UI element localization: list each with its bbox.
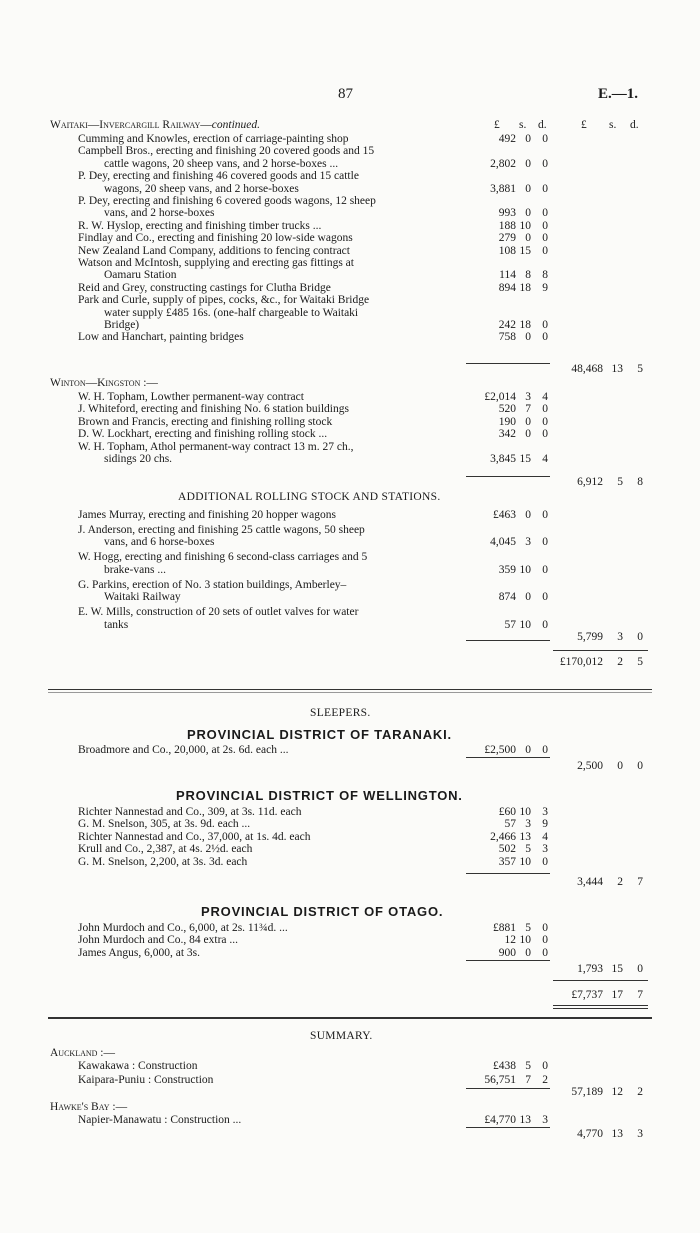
rolling-entry-amount-pence: 0	[542, 591, 548, 604]
rolling-entry-amount-shillings: 3	[525, 536, 531, 549]
auckland-entry-amount-pence: 0	[542, 1060, 548, 1072]
hawkes-total-pounds: 4,770	[577, 1128, 603, 1140]
waitaki-entry-amount-pence: 0	[542, 219, 548, 232]
winton-entry-amount-pounds: 3,845	[490, 453, 516, 465]
waitaki-total-pounds: 48,468	[571, 363, 603, 375]
col-pound2-heading: £	[581, 119, 587, 131]
waitaki-entry-amount-pence: 0	[542, 331, 548, 344]
winton-entry-amount-shillings: 0	[525, 415, 531, 428]
rolling-entry-amount-pence: 0	[542, 536, 548, 549]
winton-entry-line: W. H. Topham, Lowther permanent-way contract	[78, 391, 304, 403]
rolling-stock-heading: ADDITIONAL ROLLING STOCK AND STATIONS.	[178, 491, 441, 503]
subtotal-rule	[466, 640, 550, 641]
taranaki-heading: PROVINCIAL DISTRICT OF TARANAKI.	[187, 727, 452, 742]
winton-entry-amount-shillings: 7	[525, 403, 531, 416]
winton-entry-amount-pounds: 342	[498, 428, 516, 441]
grand-total-rule	[553, 980, 648, 981]
otago-total-shillings: 15	[611, 963, 623, 975]
wellington-total-pounds: 3,444	[577, 876, 603, 888]
rolling-entry-line: brake-vans ...	[104, 563, 166, 576]
winton-entry-line: Brown and Francis, erecting and finishing rolling stock	[78, 415, 333, 428]
hawkes-entry-amount-pence: 3	[542, 1114, 548, 1126]
waitaki-entry-amount-pence: 0	[542, 133, 548, 145]
waitaki-section-title	[50, 119, 260, 132]
otago-total-pence: 0	[637, 963, 643, 975]
waitaki-entry-line: Park and Curle, supply of pipes, cocks, &c., for Waitaki Bridge	[78, 294, 370, 307]
waitaki-entry-line: Reid and Grey, constructing castings for Clutha Bridge	[78, 281, 331, 294]
waitaki-entry-line: Oamaru Station	[104, 269, 177, 282]
otago-entry-line: James Angus, 6,000, at 3s.	[78, 946, 201, 959]
rolling-entry-amount-shillings: 10	[519, 618, 531, 631]
waitaki-entry-line: Watson and McIntosh, supplying and erecting gas fittings at	[78, 257, 354, 269]
rolling-entry-amount-pence: 0	[542, 509, 548, 521]
auckland-entry-line: Kaipara-Puniu : Construction	[78, 1074, 214, 1087]
waitaki-entry-amount-pounds: 279	[498, 232, 516, 245]
rolling-entry-amount-shillings: 0	[525, 509, 531, 521]
waitaki-entry-amount-shillings: 10	[519, 219, 531, 232]
auckland-entry-line: Kawakawa : Construction	[78, 1060, 198, 1072]
waitaki-entry-line: Bridge)	[104, 319, 140, 331]
winton-entry-amount-pence: 0	[542, 415, 548, 428]
wellington-entry-amount-pounds: £60	[498, 806, 516, 818]
taranaki-total-pounds: 2,500	[577, 760, 603, 772]
waitaki-entry-line: cattle wagons, 20 sheep vans, and 2 horse-boxes ...	[104, 157, 339, 170]
winton-entry-amount-pounds: 520	[498, 403, 516, 416]
waitaki-entry-amount-pence: 0	[542, 207, 548, 220]
otago-grand-total-shillings: 17	[611, 989, 623, 1001]
hawkes-entry-line: Napier-Manawatu : Construction ...	[78, 1114, 242, 1126]
sleepers-heading: SLEEPERS.	[310, 707, 371, 719]
waitaki-entry-amount-pence: 0	[542, 319, 548, 331]
waitaki-entry-amount-pounds: 492	[498, 133, 516, 145]
rolling-entry-line: E. W. Mills, construction of 20 sets of outlet valves for water	[78, 606, 359, 619]
otago-grand-total-pounds: £7,737	[571, 989, 603, 1001]
otago-entry-amount-pence: 0	[542, 934, 548, 947]
taranaki-total-pence: 0	[637, 760, 643, 772]
wellington-entry-amount-pence: 3	[542, 806, 548, 818]
winton-total-shillings: 5	[617, 476, 623, 488]
auckland-entry-amount-pounds: £438	[493, 1060, 516, 1072]
wellington-entry-amount-pence: 9	[542, 818, 548, 831]
waitaki-entry-amount-pounds: 993	[498, 207, 516, 220]
col-pound-heading: £	[494, 119, 500, 131]
waitaki-entry-amount-shillings: 0	[525, 232, 531, 245]
rolling-entry-amount-shillings: 10	[519, 563, 531, 576]
waitaki-entry-amount-pence: 0	[542, 182, 548, 195]
auckland-total-pence: 2	[637, 1086, 643, 1098]
wellington-entry-amount-shillings: 10	[519, 806, 531, 818]
waitaki-entry-amount-shillings: 18	[519, 281, 531, 294]
winton-entry-amount-pounds: 190	[498, 415, 516, 428]
summary-heading: SUMMARY.	[310, 1030, 373, 1042]
rolling-total-pounds: 5,799	[577, 631, 603, 643]
otago-entry-amount-pounds: £881	[493, 922, 516, 934]
document-ref: E.—1.	[598, 86, 639, 102]
subtotal-rule	[466, 476, 550, 477]
waitaki-entry-amount-shillings: 15	[519, 244, 531, 257]
waitaki-entry-amount-shillings: 0	[525, 157, 531, 170]
waitaki-entry-line: vans, and 2 horse-boxes	[104, 207, 215, 220]
auckland-entry-amount-pounds: 56,751	[484, 1074, 516, 1087]
waitaki-entry-amount-shillings: 0	[525, 207, 531, 220]
wellington-entry-line: G. M. Snelson, 2,200, at 3s. 3d. each	[78, 855, 248, 868]
winton-entry-amount-pounds: £2,014	[484, 391, 516, 403]
waitaki-entry-amount-pounds: 114	[499, 269, 516, 282]
otago-grand-total-pence: 7	[637, 989, 643, 1001]
rolling-total-shillings: 3	[617, 631, 623, 643]
waitaki-entry-line: P. Dey, erecting and finishing 6 covered goods wagons, 12 sheep	[78, 195, 376, 207]
auckland-entry-amount-shillings: 7	[525, 1074, 531, 1087]
taranaki-entry-amount-shillings: 0	[525, 744, 531, 756]
section-divider-shadow	[48, 692, 652, 693]
rolling-entry-line: G. Parkins, erection of No. 3 station buildings, Amberley–	[78, 578, 347, 591]
waitaki-entry-line: Findlay and Co., erecting and finishing 20 low-side wagons	[78, 232, 353, 245]
waitaki-entry-amount-pence: 0	[542, 244, 548, 257]
waitaki-entry-amount-pounds: 2,802	[490, 157, 516, 170]
double-rule	[553, 1008, 648, 1009]
wellington-entry-amount-pounds: 502	[498, 843, 516, 856]
grand-total-rule	[553, 650, 648, 651]
hawkes-total-pence: 3	[637, 1128, 643, 1140]
winton-entry-amount-shillings: 15	[519, 453, 531, 465]
rolling-entry-amount-shillings: 0	[525, 591, 531, 604]
winton-section-title: Winton—Kingston :—	[50, 377, 158, 389]
double-rule	[553, 1005, 648, 1006]
waitaki-entry-amount-pence: 8	[542, 269, 548, 282]
wellington-entry-amount-pence: 3	[542, 843, 548, 856]
wellington-entry-line: Krull and Co., 2,387, at 4s. 2½d. each	[78, 843, 253, 856]
rolling-grand-total-shillings: 2	[617, 656, 623, 668]
hawkes-entry-amount-pounds: £4,770	[484, 1114, 516, 1126]
hawkes-entry-amount-shillings: 13	[519, 1114, 531, 1126]
winton-entry-line: W. H. Topham, Athol permanent-way contract 13 m. 27 ch.,	[78, 440, 354, 453]
waitaki-entry-amount-pounds: 894	[498, 281, 516, 294]
waitaki-title-continued: continued.	[211, 119, 261, 131]
winton-entry-amount-shillings: 3	[525, 391, 531, 403]
waitaki-entry-amount-shillings: 18	[519, 319, 531, 331]
waitaki-total-shillings: 13	[611, 363, 623, 375]
winton-total-pounds: 6,912	[577, 476, 603, 488]
wellington-entry-line: G. M. Snelson, 305, at 3s. 9d. each ...	[78, 818, 251, 831]
otago-entry-line: John Murdoch and Co., 84 extra ...	[78, 934, 239, 947]
waitaki-entry-amount-pounds: 242	[498, 319, 516, 331]
rolling-grand-total-pounds: £170,012	[559, 656, 603, 668]
subtotal-rule	[466, 1088, 550, 1089]
wellington-total-pence: 7	[637, 876, 643, 888]
rolling-entry-line: James Murray, erecting and finishing 20 hopper wagons	[78, 509, 336, 521]
winton-entry-amount-pence: 0	[542, 403, 548, 416]
waitaki-entry-line: P. Dey, erecting and finishing 46 covered goods and 15 cattle	[78, 170, 359, 183]
rolling-grand-total-pence: 5	[637, 656, 643, 668]
waitaki-entry-amount-shillings: 0	[525, 133, 531, 145]
taranaki-entry-amount-pounds: £2,500	[484, 744, 516, 756]
waitaki-entry-line: New Zealand Land Company, additions to fencing contract	[78, 244, 350, 257]
auckland-entry-amount-pence: 2	[542, 1074, 548, 1087]
otago-entry-amount-pence: 0	[542, 922, 548, 934]
wellington-entry-amount-pounds: 2,466	[490, 830, 516, 843]
waitaki-entry-line: Cumming and Knowles, erection of carriage-painting shop	[78, 133, 349, 145]
otago-heading: PROVINCIAL DISTRICT OF OTAGO.	[201, 904, 444, 919]
waitaki-entry-amount-pounds: 758	[498, 331, 516, 344]
wellington-entry-amount-shillings: 3	[525, 818, 531, 831]
subtotal-rule	[466, 757, 550, 758]
winton-entry-line: D. W. Lockhart, erecting and finishing rolling stock ...	[78, 428, 328, 441]
taranaki-total-shillings: 0	[617, 760, 623, 772]
waitaki-entry-line: Low and Hanchart, painting bridges	[78, 331, 244, 344]
rolling-entry-line: J. Anderson, erecting and finishing 25 cattle wagons, 50 sheep	[78, 524, 365, 536]
waitaki-entry-amount-pence: 9	[542, 281, 548, 294]
wellington-heading: PROVINCIAL DISTRICT OF WELLINGTON.	[176, 788, 463, 803]
waitaki-entry-line: R. W. Hyslop, erecting and finishing timber trucks ...	[78, 219, 322, 232]
rolling-entry-amount-pounds: 4,045	[490, 536, 516, 549]
rolling-entry-amount-pounds: 874	[498, 591, 516, 604]
auckland-total-shillings: 12	[611, 1086, 623, 1098]
rolling-entry-line: Waitaki Railway	[104, 591, 181, 604]
waitaki-entry-amount-pounds: 188	[498, 219, 516, 232]
wellington-entry-amount-shillings: 13	[519, 830, 531, 843]
winton-entry-line: sidings 20 chs.	[104, 453, 173, 465]
rolling-entry-amount-pounds: £463	[493, 509, 516, 521]
waitaki-entry-amount-pence: 0	[542, 157, 548, 170]
wellington-entry-line: Richter Nannestad and Co., 37,000, at 1s. 4d. each	[78, 830, 311, 843]
winton-entry-amount-pence: 0	[542, 428, 548, 441]
waitaki-entry-amount-pence: 0	[542, 232, 548, 245]
otago-entry-line: John Murdoch and Co., 6,000, at 2s. 11¾d. ...	[78, 922, 288, 934]
otago-entry-amount-pence: 0	[542, 946, 548, 959]
rolling-total-pence: 0	[637, 631, 643, 643]
taranaki-entry-amount-pence: 0	[542, 744, 548, 756]
otago-total-pounds: 1,793	[577, 963, 603, 975]
rolling-entry-amount-pounds: 359	[498, 563, 516, 576]
section-divider	[48, 689, 652, 690]
hawkes-bay-heading: Hawke's Bay :—	[50, 1101, 128, 1113]
subtotal-rule	[466, 363, 550, 364]
otago-entry-amount-pounds: 12	[504, 934, 516, 947]
wellington-entry-amount-shillings: 10	[519, 855, 531, 868]
winton-entry-amount-pence: 4	[542, 453, 548, 465]
wellington-total-shillings: 2	[617, 876, 623, 888]
rolling-entry-amount-pence: 0	[542, 563, 548, 576]
subtotal-rule	[466, 873, 550, 874]
waitaki-entry-amount-pounds: 3,881	[490, 182, 516, 195]
wellington-entry-amount-shillings: 5	[525, 843, 531, 856]
winton-entry-amount-shillings: 0	[525, 428, 531, 441]
rolling-entry-amount-pounds: 57	[504, 618, 516, 631]
rolling-entry-line: tanks	[104, 618, 129, 631]
subtotal-rule	[466, 960, 550, 961]
auckland-total-pounds: 57,189	[571, 1086, 603, 1098]
waitaki-total-pence: 5	[637, 363, 643, 375]
auckland-entry-amount-shillings: 5	[525, 1060, 531, 1072]
wellington-entry-amount-pence: 4	[542, 830, 548, 843]
waitaki-entry-line: water supply £485 16s. (one-half chargeable to Waitaki	[104, 306, 359, 319]
otago-entry-amount-shillings: 0	[525, 946, 531, 959]
page-number: 87	[338, 86, 353, 102]
wellington-entry-line: Richter Nannestad and Co., 309, at 3s. 11d. each	[78, 806, 302, 818]
waitaki-entry-line: Campbell Bros., erecting and finishing 20 covered goods and 15	[78, 145, 375, 158]
waitaki-entry-amount-shillings: 0	[525, 182, 531, 195]
otago-entry-amount-pounds: 900	[498, 946, 516, 959]
wellington-entry-amount-pounds: 57	[504, 818, 516, 831]
otago-entry-amount-shillings: 10	[519, 934, 531, 947]
waitaki-entry-line: wagons, 20 sheep vans, and 2 horse-boxes	[104, 182, 299, 195]
waitaki-entry-amount-pounds: 108	[498, 244, 516, 257]
winton-total-pence: 8	[637, 476, 643, 488]
wellington-entry-amount-pence: 0	[542, 855, 548, 868]
rolling-entry-amount-pence: 0	[542, 618, 548, 631]
taranaki-entry-line: Broadmore and Co., 20,000, at 2s. 6d. each ...	[78, 744, 289, 756]
col-pence2-heading: d.	[630, 119, 639, 131]
otago-entry-amount-shillings: 5	[525, 922, 531, 934]
winton-entry-amount-pence: 4	[542, 391, 548, 403]
col-shilling-heading: s.	[519, 119, 527, 131]
winton-entry-line: J. Whiteford, erecting and finishing No. 6 station buildings	[78, 403, 349, 416]
rolling-entry-line: W. Hogg, erecting and finishing 6 second-class carriages and 5	[78, 551, 368, 564]
hawkes-total-shillings: 13	[611, 1128, 623, 1140]
waitaki-title-main: Waitaki—Invercargill Railway—	[50, 119, 212, 131]
subtotal-rule	[466, 1127, 550, 1128]
col-pence-heading: d.	[538, 119, 547, 131]
waitaki-entry-amount-shillings: 0	[525, 331, 531, 344]
summary-divider	[48, 1017, 652, 1019]
wellington-entry-amount-pounds: 357	[498, 855, 516, 868]
auckland-heading: Auckland :—	[50, 1047, 115, 1059]
waitaki-entry-amount-shillings: 8	[525, 269, 531, 282]
col-shilling2-heading: s.	[609, 119, 617, 131]
rolling-entry-line: vans, and 6 horse-boxes	[104, 536, 215, 549]
